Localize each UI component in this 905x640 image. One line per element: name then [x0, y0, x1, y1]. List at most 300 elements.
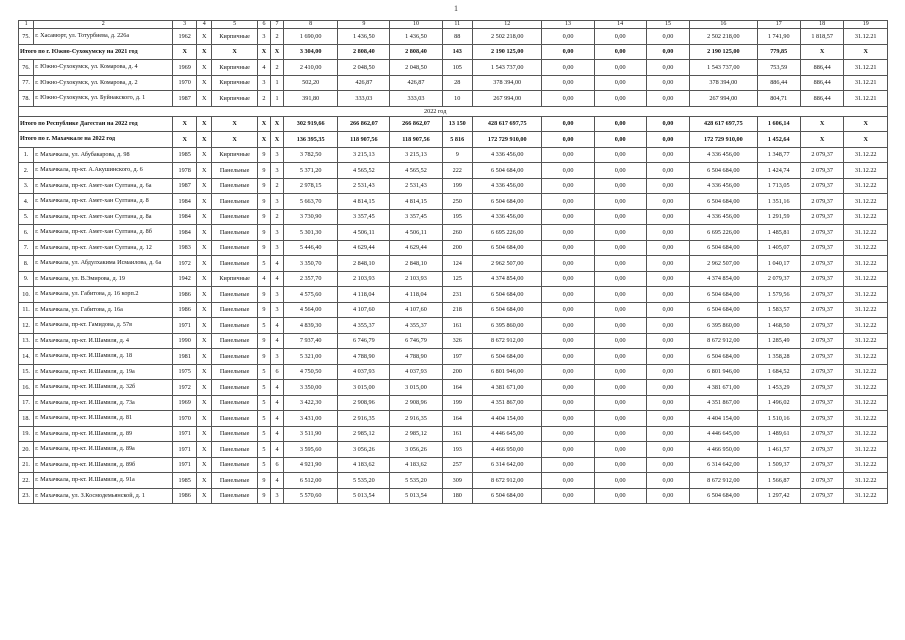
cell-fund: 4 466 950,00	[690, 442, 757, 458]
cell-res: 250	[442, 194, 472, 210]
cell-z1: 0,00	[542, 426, 594, 442]
cell-res: 124	[442, 256, 472, 272]
cell-c: 4 355,37	[390, 318, 442, 334]
total-b: 118 907,56	[338, 132, 390, 148]
cell-c4: X	[197, 91, 212, 107]
cell-en: 2	[270, 178, 283, 194]
cell-no: 12.	[19, 318, 34, 334]
table-row	[19, 147, 888, 163]
cell-mat: Панельные	[212, 364, 258, 380]
cell-fl: 9	[257, 147, 270, 163]
cell-b: 2 985,12	[338, 426, 390, 442]
cell-no: 76.	[19, 60, 34, 76]
cell-fl: 3	[257, 29, 270, 45]
cell-res: 193	[442, 442, 472, 458]
housing-register-table	[18, 20, 888, 504]
cell-z3: 0,00	[646, 473, 689, 489]
cell-en: 4	[270, 426, 283, 442]
cell-p2: 2 079,37	[800, 240, 843, 256]
cell-c: 4 107,60	[390, 302, 442, 318]
total-c4: X	[197, 132, 212, 148]
cell-addr: г. Махачкала, пр-кт. И.Шамиля, д. 19а	[34, 364, 173, 380]
cell-addr: г. Махачкала, пр-кт. Амет-хан Султана, д. 8а	[34, 209, 173, 225]
cell-z3: 0,00	[646, 75, 689, 91]
cell-fund: 6 801 946,00	[690, 364, 757, 380]
cell-fund: 267 994,00	[690, 91, 757, 107]
cell-p1: 753,59	[757, 60, 800, 76]
cell-res: 260	[442, 225, 472, 241]
cell-z1: 0,00	[542, 147, 594, 163]
cell-b: 2 916,35	[338, 411, 390, 427]
cell-date: 31.12.22	[844, 333, 888, 349]
cell-p1: 1 579,56	[757, 287, 800, 303]
table-row	[19, 380, 888, 396]
total-sum: 172 729 910,00	[472, 132, 542, 148]
cell-date: 31.12.22	[844, 473, 888, 489]
cell-b: 2 848,10	[338, 256, 390, 272]
cell-c: 2 048,50	[390, 60, 442, 76]
cell-a: 4 839,30	[284, 318, 338, 334]
cell-no: 18.	[19, 411, 34, 427]
cell-no: 3.	[19, 178, 34, 194]
cell-c: 6 746,79	[390, 333, 442, 349]
cell-date: 31.12.22	[844, 380, 888, 396]
total-p1: 1 606,14	[757, 116, 800, 132]
cell-en: 3	[270, 147, 283, 163]
cell-c4: X	[197, 318, 212, 334]
cell-res: 257	[442, 457, 472, 473]
cell-a: 3 431,00	[284, 411, 338, 427]
cell-mat: Панельные	[212, 302, 258, 318]
cell-c4: X	[197, 256, 212, 272]
table-row	[19, 29, 888, 45]
cell-z2: 0,00	[594, 271, 646, 287]
cell-date: 31.12.21	[844, 29, 888, 45]
cell-sum: 4 336 456,00	[472, 178, 542, 194]
cell-z1: 0,00	[542, 349, 594, 365]
cell-a: 4 575,60	[284, 287, 338, 303]
total-a: 302 919,66	[284, 116, 338, 132]
cell-year: 1972	[173, 256, 197, 272]
cell-b: 4 814,15	[338, 194, 390, 210]
cell-en: 6	[270, 457, 283, 473]
cell-mat: Панельные	[212, 442, 258, 458]
total-c4: X	[197, 116, 212, 132]
cell-mat: Кирпичные	[212, 29, 258, 45]
total-fund: 2 190 125,00	[690, 44, 757, 60]
cell-no: 15.	[19, 364, 34, 380]
cell-date: 31.12.22	[844, 395, 888, 411]
cell-p1: 1 684,52	[757, 364, 800, 380]
cell-b: 333,03	[338, 91, 390, 107]
cell-fl: 9	[257, 178, 270, 194]
cell-year: 1972	[173, 380, 197, 396]
cell-mat: Панельные	[212, 380, 258, 396]
cell-z3: 0,00	[646, 178, 689, 194]
table-row	[19, 240, 888, 256]
cell-sum: 6 395 860,00	[472, 318, 542, 334]
cell-addr: г. Махачкала, ул. В.Эмирова, д. 19	[34, 271, 173, 287]
total-c: 118 907,56	[390, 132, 442, 148]
total-res: 13 150	[442, 116, 472, 132]
cell-res: 105	[442, 60, 472, 76]
cell-fl: 9	[257, 240, 270, 256]
cell-no: 17.	[19, 395, 34, 411]
cell-fl: 4	[257, 271, 270, 287]
column-header: 2	[34, 21, 173, 29]
cell-b: 4 107,60	[338, 302, 390, 318]
total-a: 136 395,35	[284, 132, 338, 148]
cell-addr: г. Махачкала, пр-кт. И.Шамиля, д. 89	[34, 426, 173, 442]
column-header: 15	[646, 21, 689, 29]
cell-year: 1962	[173, 29, 197, 45]
cell-year: 1983	[173, 240, 197, 256]
total-z1: 0,00	[542, 116, 594, 132]
cell-addr: г. Южно-Сухокумск, ул. Комарова, д. 4	[34, 60, 173, 76]
cell-addr: г. Южно-Сухокумск, ул. Буйнакского, д. 1	[34, 91, 173, 107]
cell-date: 31.12.22	[844, 271, 888, 287]
cell-a: 3 782,50	[284, 147, 338, 163]
table-row	[19, 318, 888, 334]
cell-p1: 1 713,05	[757, 178, 800, 194]
cell-year: 1969	[173, 60, 197, 76]
cell-res: 199	[442, 178, 472, 194]
cell-a: 5 663,70	[284, 194, 338, 210]
column-header: 16	[690, 21, 757, 29]
cell-year: 1970	[173, 411, 197, 427]
cell-a: 6 512,00	[284, 473, 338, 489]
cell-en: 4	[270, 256, 283, 272]
cell-z3: 0,00	[646, 287, 689, 303]
total-c: 266 862,07	[390, 116, 442, 132]
cell-z1: 0,00	[542, 75, 594, 91]
cell-p1: 1 583,57	[757, 302, 800, 318]
cell-no: 13.	[19, 333, 34, 349]
table-row	[19, 209, 888, 225]
cell-c4: X	[197, 147, 212, 163]
cell-res: 222	[442, 163, 472, 179]
cell-p1: 886,44	[757, 75, 800, 91]
cell-p2: 2 079,37	[800, 473, 843, 489]
cell-fl: 5	[257, 426, 270, 442]
table-row	[19, 333, 888, 349]
cell-date: 31.12.22	[844, 287, 888, 303]
cell-date: 31.12.22	[844, 225, 888, 241]
column-header: 17	[757, 21, 800, 29]
cell-a: 5 446,40	[284, 240, 338, 256]
cell-fl: 5	[257, 395, 270, 411]
cell-z1: 0,00	[542, 240, 594, 256]
cell-z3: 0,00	[646, 91, 689, 107]
cell-c4: X	[197, 271, 212, 287]
cell-p1: 1 291,59	[757, 209, 800, 225]
cell-sum: 6 504 684,00	[472, 488, 542, 504]
cell-a: 5 301,30	[284, 225, 338, 241]
cell-res: 88	[442, 29, 472, 45]
cell-res: 161	[442, 318, 472, 334]
cell-c4: X	[197, 29, 212, 45]
cell-addr: г. Махачкала, пр-кт. Амет-хан Султана, д. 6а	[34, 178, 173, 194]
cell-c: 2 916,35	[390, 411, 442, 427]
cell-z2: 0,00	[594, 457, 646, 473]
total-z2: 0,00	[594, 44, 646, 60]
cell-z3: 0,00	[646, 426, 689, 442]
cell-p1: 1 496,02	[757, 395, 800, 411]
cell-no: 9.	[19, 271, 34, 287]
cell-year: 1985	[173, 473, 197, 489]
total-c3: X	[173, 132, 197, 148]
cell-year: 1971	[173, 318, 197, 334]
cell-date: 31.12.22	[844, 426, 888, 442]
cell-c: 3 215,13	[390, 147, 442, 163]
cell-year: 1981	[173, 349, 197, 365]
cell-mat: Панельные	[212, 318, 258, 334]
cell-year: 1987	[173, 91, 197, 107]
cell-fund: 6 504 684,00	[690, 488, 757, 504]
cell-z2: 0,00	[594, 395, 646, 411]
cell-fl: 5	[257, 364, 270, 380]
cell-c: 3 015,00	[390, 380, 442, 396]
cell-date: 31.12.22	[844, 488, 888, 504]
cell-z1: 0,00	[542, 60, 594, 76]
cell-z2: 0,00	[594, 147, 646, 163]
cell-z2: 0,00	[594, 364, 646, 380]
table-row	[19, 442, 888, 458]
cell-z3: 0,00	[646, 302, 689, 318]
cell-b: 4 629,44	[338, 240, 390, 256]
cell-no: 8.	[19, 256, 34, 272]
cell-en: 1	[270, 75, 283, 91]
cell-mat: Кирпичные	[212, 91, 258, 107]
cell-no: 78.	[19, 91, 34, 107]
cell-z1: 0,00	[542, 395, 594, 411]
cell-c: 4 118,04	[390, 287, 442, 303]
cell-b: 3 056,26	[338, 442, 390, 458]
cell-p2: 2 079,37	[800, 442, 843, 458]
cell-sum: 4 381 671,00	[472, 380, 542, 396]
column-header: 9	[338, 21, 390, 29]
cell-p1: 1 566,87	[757, 473, 800, 489]
total-b: 2 808,40	[338, 44, 390, 60]
column-header: 11	[442, 21, 472, 29]
cell-mat: Панельные	[212, 178, 258, 194]
cell-p2: 2 079,37	[800, 318, 843, 334]
cell-fund: 6 504 684,00	[690, 302, 757, 318]
total-a: 3 304,00	[284, 44, 338, 60]
cell-fund: 6 504 684,00	[690, 287, 757, 303]
cell-c4: X	[197, 178, 212, 194]
cell-en: 3	[270, 240, 283, 256]
cell-p1: 1 348,77	[757, 147, 800, 163]
cell-z1: 0,00	[542, 271, 594, 287]
cell-addr: г. Махачкала, пр-кт. Амет-хан Султана, д. 8	[34, 194, 173, 210]
column-header: 19	[844, 21, 888, 29]
total-p2: X	[800, 116, 843, 132]
cell-addr: г. Махачкала, ул. Абдулхакима Исмаилова, д. 6а	[34, 256, 173, 272]
table-row	[19, 364, 888, 380]
cell-date: 31.12.21	[844, 60, 888, 76]
cell-sum: 378 394,00	[472, 75, 542, 91]
cell-z2: 0,00	[594, 411, 646, 427]
cell-year: 1971	[173, 426, 197, 442]
cell-addr: г. Махачкала, пр-кт. И.Шамиля, д. 32б	[34, 380, 173, 396]
cell-mat: Панельные	[212, 333, 258, 349]
cell-c4: X	[197, 287, 212, 303]
cell-en: 3	[270, 302, 283, 318]
column-header: 12	[472, 21, 542, 29]
cell-z2: 0,00	[594, 349, 646, 365]
cell-z2: 0,00	[594, 75, 646, 91]
cell-fund: 6 504 684,00	[690, 194, 757, 210]
total-fund: 172 729 910,00	[690, 132, 757, 148]
cell-en: 2	[270, 29, 283, 45]
cell-fl: 5	[257, 442, 270, 458]
cell-mat: Кирпичные	[212, 60, 258, 76]
cell-date: 31.12.22	[844, 209, 888, 225]
cell-p1: 1 453,29	[757, 380, 800, 396]
cell-z3: 0,00	[646, 349, 689, 365]
cell-a: 1 690,00	[284, 29, 338, 45]
cell-z3: 0,00	[646, 333, 689, 349]
cell-year: 1986	[173, 302, 197, 318]
cell-year: 1971	[173, 442, 197, 458]
cell-sum: 8 672 912,00	[472, 473, 542, 489]
cell-p2: 2 079,37	[800, 302, 843, 318]
cell-c: 4 037,93	[390, 364, 442, 380]
cell-z2: 0,00	[594, 178, 646, 194]
cell-no: 22.	[19, 473, 34, 489]
table-row	[19, 302, 888, 318]
cell-res: 200	[442, 364, 472, 380]
cell-fl: 9	[257, 287, 270, 303]
cell-en: 1	[270, 91, 283, 107]
total-c5: X	[212, 44, 258, 60]
cell-fund: 8 672 912,00	[690, 333, 757, 349]
cell-p2: 2 079,37	[800, 488, 843, 504]
cell-en: 4	[270, 271, 283, 287]
cell-year: 1969	[173, 395, 197, 411]
cell-z1: 0,00	[542, 163, 594, 179]
cell-p1: 1 351,16	[757, 194, 800, 210]
year-divider-row	[19, 106, 888, 116]
cell-z1: 0,00	[542, 91, 594, 107]
cell-no: 5.	[19, 209, 34, 225]
table-row	[19, 225, 888, 241]
year-label: 2022 год	[19, 106, 888, 116]
cell-no: 21.	[19, 457, 34, 473]
cell-en: 4	[270, 442, 283, 458]
cell-res: 28	[442, 75, 472, 91]
cell-z3: 0,00	[646, 194, 689, 210]
cell-z2: 0,00	[594, 473, 646, 489]
total-c7: X	[270, 44, 283, 60]
cell-mat: Панельные	[212, 426, 258, 442]
cell-fl: 5	[257, 256, 270, 272]
cell-c: 2 848,10	[390, 256, 442, 272]
cell-no: 2.	[19, 163, 34, 179]
cell-z3: 0,00	[646, 380, 689, 396]
cell-p1: 1 040,17	[757, 256, 800, 272]
cell-c: 333,03	[390, 91, 442, 107]
cell-z1: 0,00	[542, 318, 594, 334]
cell-en: 4	[270, 473, 283, 489]
table-row	[19, 194, 888, 210]
total-res: 143	[442, 44, 472, 60]
total-c6: X	[257, 44, 270, 60]
cell-z2: 0,00	[594, 333, 646, 349]
cell-z3: 0,00	[646, 60, 689, 76]
cell-res: 9	[442, 147, 472, 163]
cell-c: 4 506,11	[390, 225, 442, 241]
cell-c: 5 013,54	[390, 488, 442, 504]
cell-z2: 0,00	[594, 287, 646, 303]
cell-z2: 0,00	[594, 60, 646, 76]
cell-p2: 1 818,57	[800, 29, 843, 45]
cell-p2: 2 079,37	[800, 426, 843, 442]
cell-c4: X	[197, 426, 212, 442]
cell-addr: г. Махачкала, пр-кт. И.Шамиля, д. 91а	[34, 473, 173, 489]
column-header: 13	[542, 21, 594, 29]
cell-p2: 2 079,37	[800, 395, 843, 411]
cell-c4: X	[197, 442, 212, 458]
cell-p1: 1 285,49	[757, 333, 800, 349]
cell-z3: 0,00	[646, 225, 689, 241]
cell-year: 1985	[173, 147, 197, 163]
cell-fl: 9	[257, 333, 270, 349]
cell-sum: 6 504 684,00	[472, 349, 542, 365]
table-row	[19, 271, 888, 287]
cell-year: 1984	[173, 194, 197, 210]
cell-z2: 0,00	[594, 29, 646, 45]
cell-en: 3	[270, 287, 283, 303]
total-c5: X	[212, 132, 258, 148]
cell-res: 326	[442, 333, 472, 349]
cell-sum: 6 801 946,00	[472, 364, 542, 380]
cell-p2: 886,44	[800, 91, 843, 107]
cell-a: 7 937,40	[284, 333, 338, 349]
cell-res: 199	[442, 395, 472, 411]
cell-fund: 6 504 684,00	[690, 240, 757, 256]
cell-p1: 1 461,57	[757, 442, 800, 458]
cell-fund: 4 446 645,00	[690, 426, 757, 442]
cell-b: 4 118,04	[338, 287, 390, 303]
cell-date: 31.12.22	[844, 240, 888, 256]
cell-z1: 0,00	[542, 380, 594, 396]
cell-no: 23.	[19, 488, 34, 504]
table-row	[19, 488, 888, 504]
cell-mat: Панельные	[212, 395, 258, 411]
cell-c4: X	[197, 302, 212, 318]
cell-date: 31.12.21	[844, 75, 888, 91]
cell-mat: Панельные	[212, 349, 258, 365]
cell-date: 31.12.21	[844, 91, 888, 107]
cell-p1: 804,71	[757, 91, 800, 107]
cell-z2: 0,00	[594, 488, 646, 504]
total-label: Итого по г. Южно-Сухокумску на 2021 год	[19, 44, 173, 60]
total-fund: 428 617 697,75	[690, 116, 757, 132]
total-z1: 0,00	[542, 44, 594, 60]
table-row	[19, 75, 888, 91]
cell-fl: 5	[257, 411, 270, 427]
cell-p2: 2 079,37	[800, 194, 843, 210]
cell-b: 3 015,00	[338, 380, 390, 396]
cell-z1: 0,00	[542, 209, 594, 225]
cell-p2: 2 079,37	[800, 163, 843, 179]
cell-no: 14.	[19, 349, 34, 365]
cell-b: 2 048,50	[338, 60, 390, 76]
cell-p1: 1 741,90	[757, 29, 800, 45]
table-row	[19, 60, 888, 76]
